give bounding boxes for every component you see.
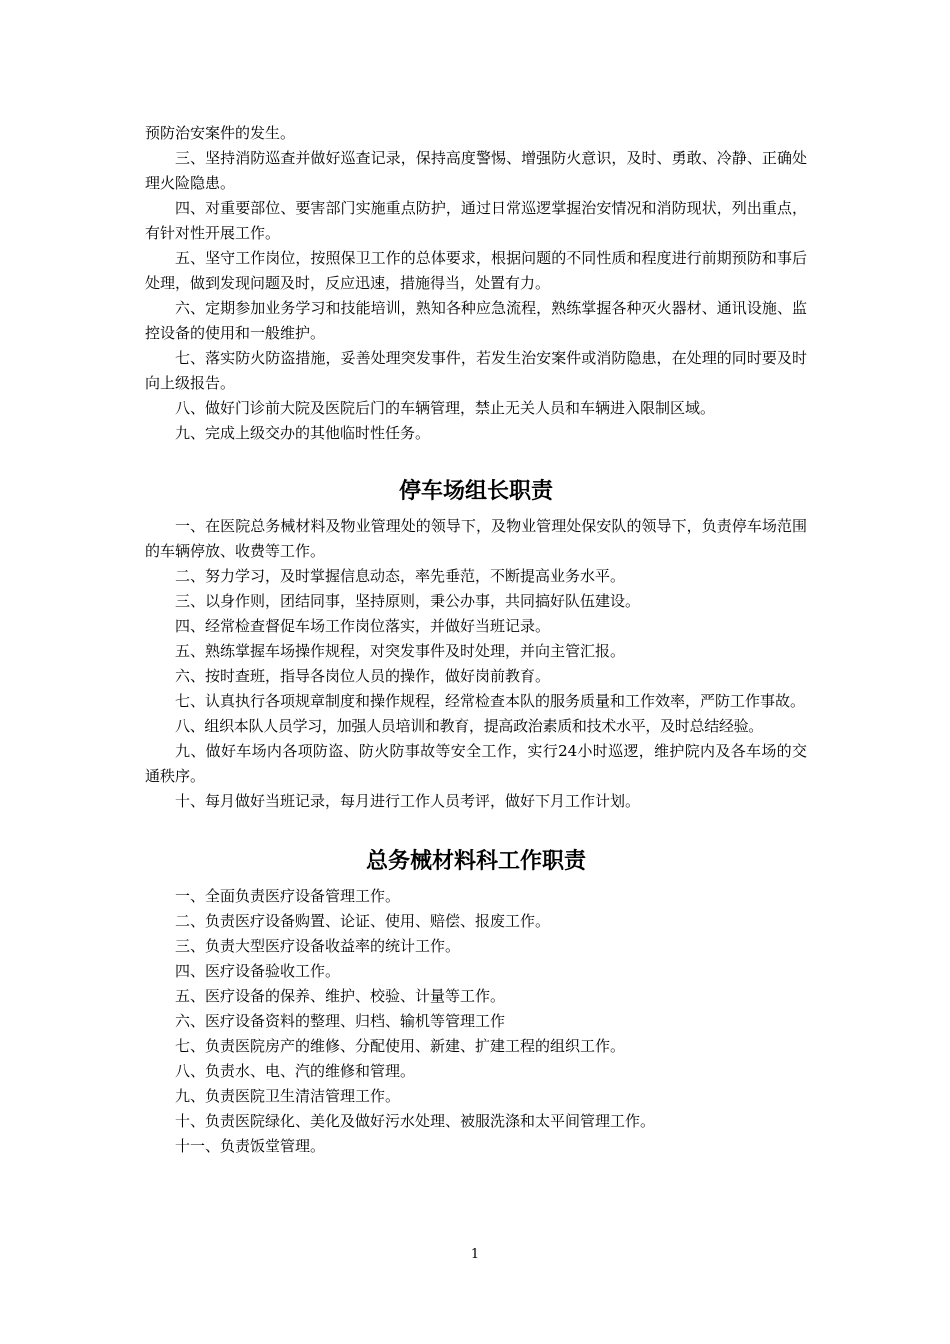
list-item: 七、负责医院房产的维修、分配使用、新建、扩建工程的组织工作。: [175, 1037, 626, 1055]
list-item: 八、负责水、电、汽的维修和管理。: [175, 1062, 416, 1080]
list-item: 六、按时查班，指导各岗位人员的操作，做好岗前教育。: [175, 667, 551, 685]
list-item: 三、以身作则，团结同事，坚持原则，秉公办事，共同搞好队伍建设。: [175, 592, 641, 610]
list-item: 十、每月做好当班记录，每月进行工作人员考评，做好下月工作计划。: [175, 792, 641, 810]
section-title-general-affairs: 总务械材料科工作职责: [365, 849, 586, 874]
list-item: 七、认真执行各项规章制度和操作规程，经常检查本队的服务质量和工作效率，严防工作事故。: [175, 692, 806, 710]
list-item: 十一、负责饭堂管理。: [175, 1137, 326, 1155]
list-item: 十、负责医院绿化、美化及做好污水处理、被服洗涤和太平间管理工作。: [175, 1112, 656, 1130]
list-item: 八、组织本队人员学习，加强人员培训和教育，提高政治素质和技术水平，及时总结经验。: [175, 717, 764, 735]
list-item: 五、坚守工作岗位，按照保卫工作的总体要求，根据问题的不同性质和程度进行前期预防和事后处理，做到发现问题及时，反应迅速，措施得当，处置有力。: [145, 249, 807, 292]
list-item: 八、做好门诊前大院及医院后门的车辆管理，禁止无关人员和车辆进入限制区域。: [175, 399, 716, 417]
document-body: [145, 121, 807, 1159]
list-item: 四、医疗设备验收工作。: [175, 962, 341, 980]
list-item: 七、落实防火防盗措施，妥善处理突发事件，若发生治安案件或消防隐患，在处理的同时要及时向上级报告。: [145, 349, 807, 392]
page-number: 1: [470, 1247, 480, 1262]
list-item: 六、定期参加业务学习和技能培训，熟知各种应急流程，熟练掌握各种灭火器材、通讯设施、监控设备的使用和一般维护。: [145, 299, 807, 342]
list-item: 一、全面负责医疗设备管理工作。: [175, 887, 401, 905]
list-item: 六、医疗设备资料的整理、归档、输机等管理工作: [175, 1012, 506, 1030]
list-item: 三、坚持消防巡查并做好巡查记录，保持高度警惕、增强防火意识，及时、勇敢、冷静、正确处理火险隐患。: [145, 149, 807, 192]
list-item: 二、努力学习，及时掌握信息动态，率先垂范，不断提高业务水平。: [175, 567, 626, 585]
section-title-parking: 停车场组长职责: [398, 479, 553, 504]
list-item: 五、熟练掌握车场操作规程，对突发事件及时处理，并向主管汇报。: [175, 642, 626, 660]
list-item: 三、负责大型医疗设备收益率的统计工作。: [175, 937, 461, 955]
list-item: 九、完成上级交办的其他临时性任务。: [175, 424, 431, 442]
list-item: 九、负责医院卫生清洁管理工作。: [175, 1087, 401, 1105]
list-item: 九、做好车场内各项防盗、防火防事故等安全工作，实行24小时巡逻，维护院内及各车场的交通秩序。: [145, 742, 807, 785]
list-item: 一、在医院总务械材料及物业管理处的领导下，及物业管理处保安队的领导下，负责停车场范围的车辆停放、收费等工作。: [145, 517, 807, 560]
list-item: 二、负责医疗设备购置、论证、使用、赔偿、报废工作。: [175, 912, 551, 930]
continued-paragraph: 预防治安案件的发生。: [145, 124, 296, 142]
list-item: 四、经常检查督促车场工作岗位落实，并做好当班记录。: [175, 617, 551, 635]
list-item: 五、医疗设备的保养、维护、校验、计量等工作。: [175, 987, 506, 1005]
list-item: 四、对重要部位、要害部门实施重点防护，通过日常巡逻掌握治安情况和消防现状，列出重点，有针对性开展工作。: [145, 199, 807, 242]
